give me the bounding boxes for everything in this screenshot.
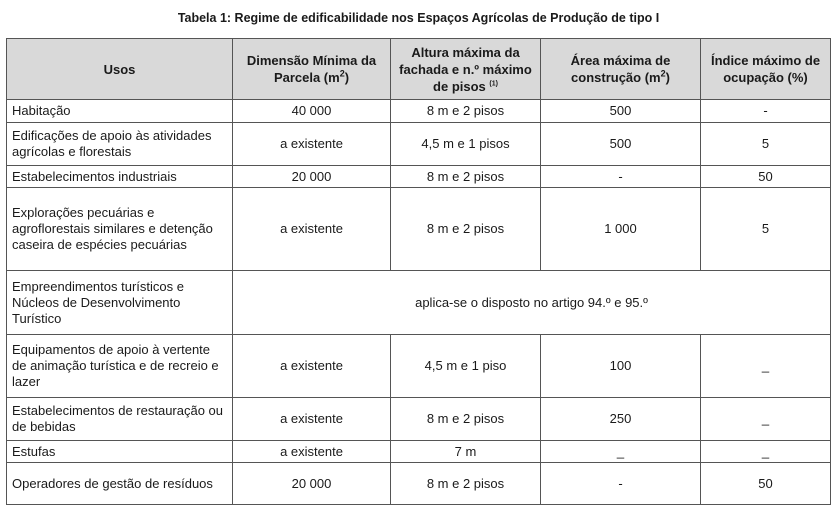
- cell-indice: _: [701, 335, 831, 398]
- cell-indice: _: [701, 398, 831, 441]
- cell-altura: 7 m: [391, 441, 541, 463]
- cell-area: 100: [541, 335, 701, 398]
- cell-uso: Edificações de apoio às atividades agrícolas e florestais: [7, 123, 233, 166]
- cell-uso: Habitação: [7, 100, 233, 123]
- cell-dimensao: a existente: [233, 398, 391, 441]
- cell-area: 500: [541, 100, 701, 123]
- cell-dimensao: a existente: [233, 441, 391, 463]
- edificabilidade-table: [6, 38, 831, 505]
- cell-dimensao: 20 000: [233, 166, 391, 188]
- cell-altura: 8 m e 2 pisos: [391, 100, 541, 123]
- cell-uso: Operadores de gestão de resíduos: [7, 463, 233, 505]
- cell-altura: 8 m e 2 pisos: [391, 463, 541, 505]
- table-row: [7, 271, 831, 335]
- cell-indice: 50: [701, 166, 831, 188]
- cell-altura: 4,5 m e 1 piso: [391, 335, 541, 398]
- cell-area: 500: [541, 123, 701, 166]
- table-row: [7, 463, 831, 505]
- cell-merged-note: aplica-se o disposto no artigo 94.º e 95.º: [233, 271, 831, 335]
- cell-indice: 5: [701, 123, 831, 166]
- table-row: [7, 335, 831, 398]
- cell-uso: Empreendimentos turísticos e Núcleos de Desenvolvimento Turístico: [7, 271, 233, 335]
- header-usos: Usos: [7, 39, 233, 100]
- cell-indice: _: [701, 441, 831, 463]
- header-dimensao: Dimensão Mínima da Parcela $(m^2)$: [233, 39, 391, 100]
- table-row: [7, 100, 831, 123]
- cell-uso: Estufas: [7, 441, 233, 463]
- cell-uso: Equipamentos de apoio à vertente de animação turística e de recreio e lazer: [7, 335, 233, 398]
- cell-dimensao: a existente: [233, 335, 391, 398]
- cell-indice: -: [701, 100, 831, 123]
- cell-dimensao: 40 000: [233, 100, 391, 123]
- cell-indice: 50: [701, 463, 831, 505]
- cell-altura: 8 m e 2 pisos: [391, 166, 541, 188]
- cell-area: _: [541, 441, 701, 463]
- header-indice: Índice máximo de ocupação (%): [701, 39, 831, 100]
- cell-dimensao: a existente: [233, 188, 391, 271]
- header-altura: Altura máxima da fachada e n.º máximo de pisos $^{(1)}$: [391, 39, 541, 100]
- cell-uso: Explorações pecuárias e agroflorestais similares e detenção caseira de espécies pecuárias: [7, 188, 233, 271]
- table-row: [7, 398, 831, 441]
- cell-altura: 4,5 m e 1 pisos: [391, 123, 541, 166]
- cell-area: 250: [541, 398, 701, 441]
- table-caption: Tabela 1: Regime de edificabilidade nos Espaços Agrícolas de Produção de tipo I: [177, 11, 660, 25]
- table-row: [7, 123, 831, 166]
- cell-area: 1 000: [541, 188, 701, 271]
- table-row: [7, 441, 831, 463]
- header-area: Área máxima de construção $(m^2)$: [541, 39, 701, 100]
- cell-uso: Estabelecimentos industriais: [7, 166, 233, 188]
- table-row: [7, 188, 831, 271]
- cell-dimensao: a existente: [233, 123, 391, 166]
- cell-area: -: [541, 166, 701, 188]
- cell-uso: Estabelecimentos de restauração ou de bebidas: [7, 398, 233, 441]
- table-row: [7, 166, 831, 188]
- cell-indice: 5: [701, 188, 831, 271]
- cell-area: -: [541, 463, 701, 505]
- cell-altura: 8 m e 2 pisos: [391, 188, 541, 271]
- cell-dimensao: 20 000: [233, 463, 391, 505]
- cell-altura: 8 m e 2 pisos: [391, 398, 541, 441]
- header-row: [7, 39, 831, 100]
